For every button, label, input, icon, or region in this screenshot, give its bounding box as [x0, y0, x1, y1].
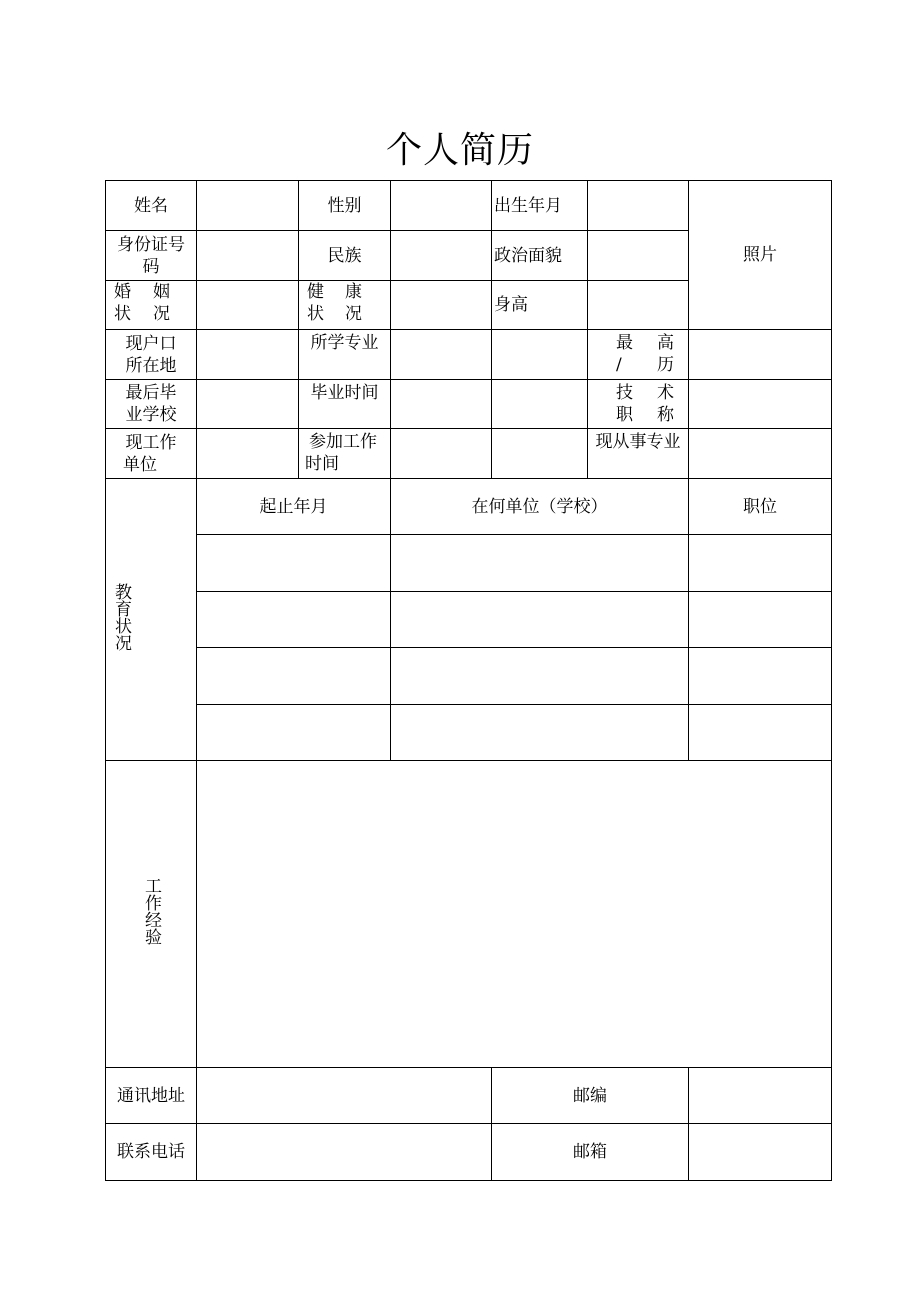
label-edu-d: 历	[657, 355, 674, 375]
edu-row-3-school[interactable]	[391, 648, 689, 705]
label-marital-d: 况	[153, 304, 170, 324]
label-marital	[106, 281, 197, 330]
label-marital-a: 婚	[114, 282, 131, 302]
label-marital-c: 状	[114, 304, 131, 324]
work-label: 工作经验	[141, 877, 161, 945]
label-edu-c: /	[616, 355, 622, 375]
label-join-work	[299, 429, 391, 479]
edu-col-position: 职位	[689, 479, 832, 535]
edu-row-1-period[interactable]	[197, 535, 391, 592]
label-phone: 联系电话	[106, 1124, 197, 1181]
label-tech-c: 职	[616, 405, 633, 425]
label-grad-time: 毕业时间	[299, 380, 391, 429]
label-join-work-line1: 参加工作	[309, 432, 377, 452]
label-work-unit-line2: 单位	[123, 454, 157, 475]
label-tech-d: 称	[657, 405, 674, 425]
label-edu-a: 最	[616, 333, 633, 353]
field-work-experience[interactable]	[197, 761, 832, 1068]
label-school-line2: 业学校	[125, 405, 177, 425]
field-major-extra[interactable]	[492, 330, 588, 380]
label-marital-b: 姻	[153, 282, 170, 302]
label-health-c: 状	[307, 304, 324, 324]
label-id-line2: 码	[142, 256, 160, 277]
field-education-level[interactable]	[689, 330, 832, 380]
label-health-a: 健	[307, 282, 324, 302]
label-gender: 性别	[299, 181, 391, 231]
edu-row-3-position[interactable]	[689, 648, 832, 705]
field-join-work[interactable]	[391, 429, 492, 479]
field-name[interactable]	[197, 181, 299, 231]
field-major[interactable]	[391, 330, 492, 380]
label-school-line1: 最后毕	[125, 383, 177, 403]
field-id-number[interactable]	[197, 231, 299, 281]
label-health-d: 况	[345, 304, 362, 324]
field-height[interactable]	[588, 281, 689, 330]
label-email: 邮箱	[492, 1124, 689, 1181]
field-email[interactable]	[689, 1124, 832, 1181]
edu-col-school: 在何单位（学校）	[391, 479, 689, 535]
label-tech-b: 术	[657, 383, 674, 403]
resume-form	[105, 180, 832, 1181]
field-ethnicity[interactable]	[391, 231, 492, 281]
education-label: 教育状况	[111, 582, 131, 651]
field-political[interactable]	[588, 231, 689, 281]
field-join-extra[interactable]	[492, 429, 588, 479]
label-address: 通讯地址	[106, 1068, 197, 1124]
label-edu-b: 高	[657, 333, 674, 353]
edu-row-2-school[interactable]	[391, 592, 689, 648]
label-tech-title	[588, 380, 689, 429]
edu-col-period: 起止年月	[197, 479, 391, 535]
edu-row-1-position[interactable]	[689, 535, 832, 592]
label-current-major: 现从事专业	[588, 429, 689, 479]
label-health-b: 康	[345, 282, 362, 302]
field-grad-extra[interactable]	[492, 380, 588, 429]
edu-row-1-school[interactable]	[391, 535, 689, 592]
label-tech-a: 技	[616, 383, 633, 403]
edu-row-2-position[interactable]	[689, 592, 832, 648]
label-birth: 出生年月	[492, 181, 588, 231]
page-title: 个人简历	[385, 130, 534, 171]
field-residence[interactable]	[197, 330, 299, 380]
field-current-major[interactable]	[689, 429, 832, 479]
edu-row-4-position[interactable]	[689, 705, 832, 761]
label-postcode: 邮编	[492, 1068, 689, 1124]
label-id-line1: 身份证号	[117, 234, 185, 255]
field-birth[interactable]	[588, 181, 689, 231]
label-school	[106, 380, 197, 429]
photo-box[interactable]: 照片	[689, 181, 832, 330]
field-school[interactable]	[197, 380, 299, 429]
edu-row-4-period[interactable]	[197, 705, 391, 761]
section-education-label	[106, 479, 197, 761]
label-work-unit	[106, 429, 197, 479]
edu-row-3-period[interactable]	[197, 648, 391, 705]
field-marital[interactable]	[197, 281, 299, 330]
label-id-number	[106, 231, 197, 281]
label-health	[299, 281, 391, 330]
label-ethnicity: 民族	[299, 231, 391, 281]
label-residence-line1: 现户口	[125, 333, 177, 354]
label-residence-line2: 所在地	[125, 355, 177, 376]
label-join-work-line2: 时间	[305, 454, 339, 474]
field-tech-title[interactable]	[689, 380, 832, 429]
field-phone[interactable]	[197, 1124, 492, 1181]
label-education-level	[588, 330, 689, 380]
label-height: 身高	[492, 281, 588, 330]
label-political: 政治面貌	[492, 231, 588, 281]
field-health[interactable]	[391, 281, 492, 330]
label-work-unit-line1: 现工作	[125, 432, 177, 453]
field-gender[interactable]	[391, 181, 492, 231]
label-residence	[106, 330, 197, 380]
field-postcode[interactable]	[689, 1068, 832, 1124]
section-work-label	[106, 761, 197, 1068]
edu-row-2-period[interactable]	[197, 592, 391, 648]
field-work-unit[interactable]	[197, 429, 299, 479]
field-grad-time[interactable]	[391, 380, 492, 429]
label-name: 姓名	[106, 181, 197, 231]
field-address[interactable]	[197, 1068, 492, 1124]
label-major: 所学专业	[299, 330, 391, 380]
edu-row-4-school[interactable]	[391, 705, 689, 761]
